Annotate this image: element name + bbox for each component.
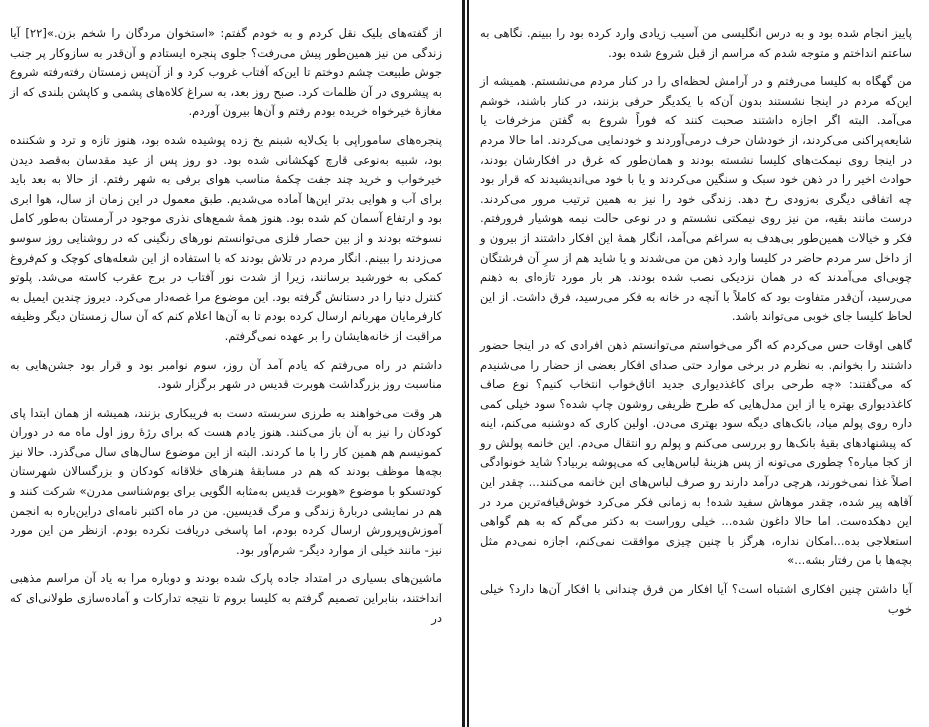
right-paragraph-4: آیا داشتن چنین افکاری اشتباه است؟ آیا افکار من فرق چندانی با افکار آن‌ها دارد؟ خیلی خوب — [480, 582, 912, 616]
left-paragraph-1: از گفته‌های بلیک نقل کردم و به خودم گفتم: «استخوان مردگان را شخم بزن.»[۲۲] آیا زندگی من نیز همین‌طور پیش می‌رفت؟ جلوی پنجره ایستادم و آن‌قدر به سازوکار پر جنب جوش طبیعت چشم دوختم تا این‌که آفتاب غروب کرد و از آن‌پس زمستان رفته‌رفته شروع به پیشروی در آن ظلمات کرد. صبح روز بعد، به سراغ کلاه‌های پشمی و کاپشن بلندی که از مغازهٔ خیرخواه خریده بودم رفتم و آن‌ها بیرون آوردم. — [10, 26, 442, 119]
right-paragraph-3: گاهی اوقات حس می‌کردم که اگر می‌خواستم می‌توانستم ذهن افرادی که در اینجا حضور داشتند را بخوانم. به نظرم در برخی موارد حتی صدای افکار بعضی از حضار را می‌شنیدم که می‌گفتند: «چه طرحی برای کاغذدیواری جدید اتاق‌خواب انتخاب کنیم؟ نوع صاف کاغذدیواری بهتره یا از این مدل‌هایی که طرح ظریفی روشون چاپ شده؟ سود خیلی کمی داره روی پولم میاد، بانک‌های دیگه سود بهتری می‌دن. اولین کاری که دوشنبه می‌کنم، اینه که پیشنهادهای بقیهٔ بانک‌ها رو بررسی می‌کنم و پولم رو انتقال می‌دم. این خانمه پولش رو از کجا میاره؟ چطوری می‌تونه از پس هزینهٔ لباس‌هایی که می‌پوشه بربیاد؟ شاید خونوادگی اصلاً غذا نمی‌خورند، هرچی درآمد دارند رو صرف لباس‌های این خانمه می‌کنند... چقدر این آقاهه پیر شده، چقدر موهاش سفید شده! به زمانی فکر می‌کرد خوش‌قیافه‌ترین مرد در این دهکده‌ست. اما حالا داغون شده... خیلی روراست به دکتر می‌گم که به هم گواهی استعلاجی بده...امکان نداره، هرگز با چنین چیزی موافقت نمی‌کنم، اجازه نمی‌دم مثل بچه‌ها با من رفتار بشه...» — [480, 337, 912, 568]
left-page — [0, 0, 462, 727]
page-divider — [467, 0, 469, 727]
right-paragraph-2: من گهگاه به کلیسا می‌رفتم و در آرامش لحظه‌ای را در کنار مردم می‌نشستم. همیشه از این‌که مردم در اینجا نشستند بدون آن‌که با یکدیگر حرفی بزنند، در کنار باشند، خوشم می‌آمد. البته اگر اجازه داشتند صحبت کنند که فوراً شروع به گفتن مزخرفات یا شایعه‌پراکنی می‌کردند، از خودشان حرف درمی‌آوردند و خودنمایی می‌کردند. اما حالا مردم در اینجا روی نیمکت‌های کلیسا نشسته بودند و همان‌طور که غرق در افکارشان بودند، حوادث اخیر را در ذهن خود سبک و سنگین می‌کردند و یا با خود می‌اندیشیدند که قرار بود چه اتفاقی دیگری به‌زودی رخ دهد. زندگی خود را نیز به همین ترتیب مرور می‌کردند. درست مانند بقیه، من نیز روی نیمکتی نشستم و در نوعی حالت نیمه هوشیار فرورفتم. فکر و خیالات همین‌طور بی‌هدف به سراغم می‌آمد، انگار همهٔ این افکار داشتند از بیرون و از داخل سر مردم حاضر در کلیسا وارد ذهن من می‌شدند و یا شاید هم از سرِ آن فرشتگان چوبی‌ای می‌آمدند که در همان نزدیکی نصب شده بودند. هر بار مورد تازه‌ای به ذهنم می‌رسید، آن‌قدر متفاوت بود که کاملاً با آنچه در خانه به فکر می‌رسید، فرق داشت. از این لحاظ کلیسا جای خوبی می‌تواند باشد. — [480, 74, 912, 324]
left-paragraph-5: ماشین‌های بسیاری در امتداد جاده پارک شده بودند و دوباره مرا به یاد آن مراسم مذهبی انداختند، بنابراین تصمیم گرفتم به کلیسا بروم تا نتیجه تدارکات و آماده‌سازی طولانی‌ای که در — [10, 571, 442, 625]
page-divider — [462, 0, 465, 727]
right-paragraph-1: پاییز انجام شده بود و به درس انگلیسی من آسیب زیادی وارد کرده بود را ببینم. نگاهی به ساعتم انداختم و متوجه شدم که مراسم از قبل شروع شده بود. — [480, 26, 912, 60]
left-paragraph-3: داشتم در راه می‌رفتم که یادم آمد آن روز، سوم نوامبر بود و قرار بود جشن‌هایی به مناسبت روز بزرگداشت هوبرت قدیس در شهر برگزار شود. — [10, 357, 442, 392]
left-paragraph-4: هر وقت می‌خواهند به طرزی سربسته دست به فریبکاری بزنند، همیشه از همان ابتدا پای کودکان را نیز به آن باز می‌کنند. هنوز یادم هست که برای رژهٔ روز اول ماه مه در دوران کمونیسم هم همین کار را با ما کردند. البته از این موضوع سال‌های سال می‌گذرد. حالا نیز بچه‌ها موظف بودند که هم در مسابقهٔ هنرهای خلاقانه کودکان و بزرگسالان شهرستان کودتسکو با موضوع «هوبرت قدیس به‌مثابه الگویی برای بوم‌شناسی مدرن» شرکت کنند و هم در نمایشی دربارهٔ زندگی و مرگ قدیسین. من در ماه اکتبر نامه‌ای دراین‌باره به انجمن آموزش‌وپرورش ارسال کرده بودم، اما پاسخی دریافت نکرده بودم. ازنظر من این مورد نیز- مانند خیلی از موارد دیگر- شرم‌آور بود. — [10, 405, 442, 557]
left-paragraph-2: پنجره‌های ساموراپی با یک‌لایه شبنم یخ زده پوشیده شده بود، هنوز تازه و ترد و شکننده بود، شبیه به‌نوعی قارچ کهکشانی شده بود. دو روز پس از عید مقدسان به‌قصد دیدن خیرخواب و خرید چند جفت چکمهٔ مناسب هوای برفی به شهر رفتم. از حالا به بعد باید برای آب و هوایی بدتر این‌ها آماده می‌شدیم. طبق معمول در این زمان از سال، هوا ابری بود و ارتفاع آسمان کم شده بود. هنوز همهٔ شمع‌های نذری موجود در آرمستان به‌طور کامل نسوخته بودند و از بین حصار فلزی می‌توانستم نورهای رنگینی که در روشنایی روز سوسو می‌زدند را ببینم. انگار مردم در تلاش بودند که با استفاده از این شعله‌های کوچک و کم‌فروغ کمکی به خورشید برسانند، زیرا از شدت نور آفتاب در برج عقرب کاسته می‌شد. پلوتو کنترل دنیا را در دستانش گرفته بود. این موضوع مرا غصه‌دار می‌کرد. دیروز چندین ایمیل به کارفرمایان مهربانم ارسال کرده بودم تا به آن‌ها اعلام کنم که آن سال زمستان دیگر وظیفه مراقبت از خانه‌هایشان را بر عهده نمی‌گرفتم. — [10, 132, 442, 343]
right-page — [470, 0, 929, 727]
